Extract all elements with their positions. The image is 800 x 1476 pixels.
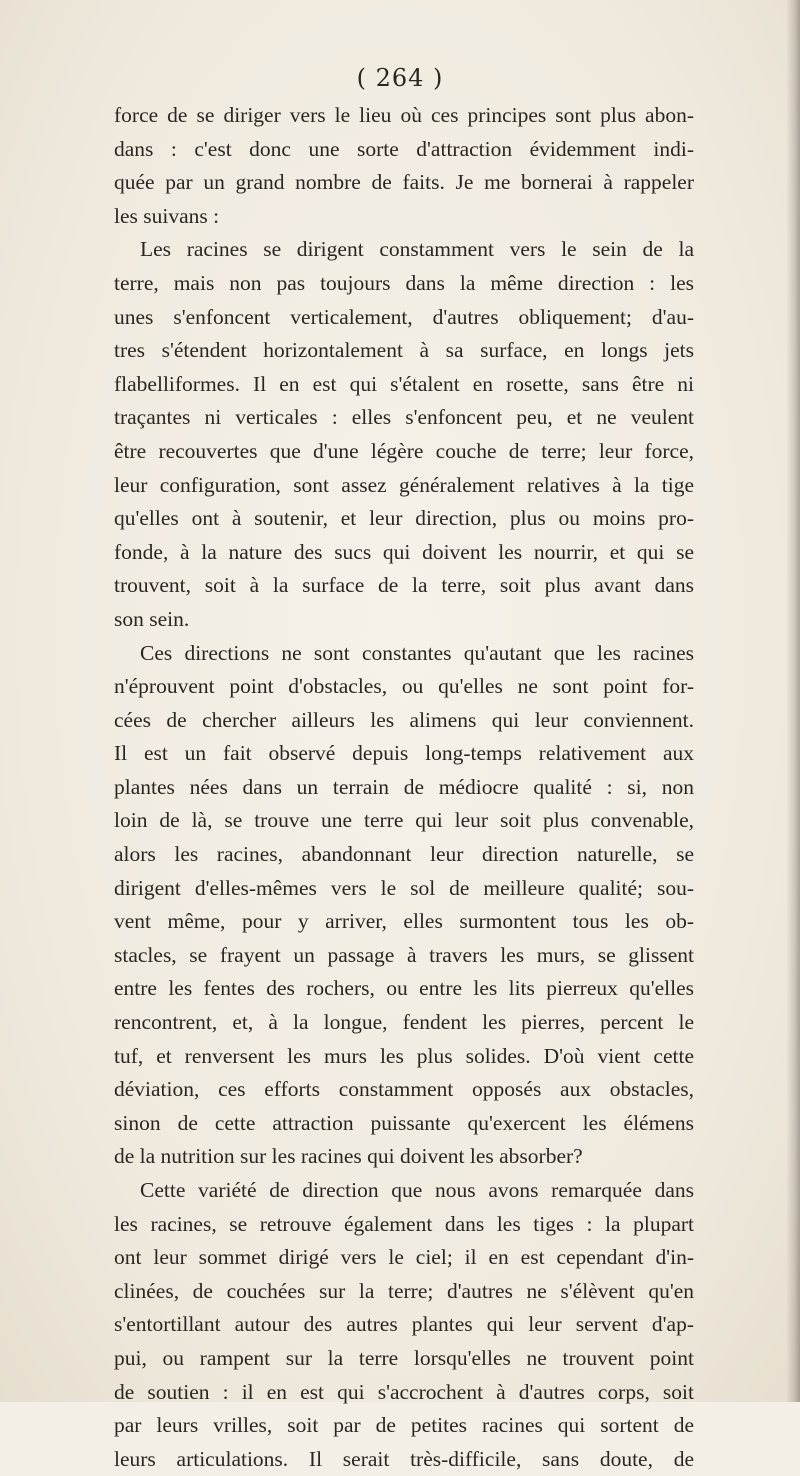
text-line: cées de chercher ailleurs les alimens qui leur conviennent.	[114, 707, 694, 732]
text-line: leur configuration, sont assez généralement relatives à la tige	[114, 472, 694, 497]
text-line: force de se diriger vers le lieu où ces principes sont plus abon-	[114, 103, 694, 127]
text-line: être recouvertes que d'une légère couche de terre; leur force,	[114, 438, 694, 463]
text-line: déviation, ces efforts constamment opposés aux obstacles,	[114, 1077, 694, 1102]
text-line: qu'elles ont à soutenir, et leur direction, plus ou moins pro-	[114, 506, 694, 531]
text-line: de la nutrition sur les racines qui doivent les absorber?	[114, 1144, 583, 1169]
text-line: par leurs vrilles, soit par de petites racines qui sortent de	[114, 1413, 694, 1438]
text-line: tres s'étendent horizontalement à sa surface, en longs jets	[114, 338, 694, 363]
text-line: unes s'enfoncent verticalement, d'autres obliquement; d'au-	[114, 304, 694, 329]
text-line: son sein.	[114, 606, 190, 631]
text-line: dans : c'est donc une sorte d'attraction évidemment indi-	[114, 136, 694, 161]
text-line: Les racines se dirigent constamment vers le sein de la	[140, 237, 694, 262]
text-line: traçantes ni verticales : elles s'enfoncent peu, et ne veulent	[114, 405, 694, 430]
text-line: Ces directions ne sont constantes qu'autant que les racines	[140, 640, 694, 665]
text-line: s'entortillant autour des autres plantes qui leur servent d'ap-	[114, 1312, 694, 1337]
text-line: plantes nées dans un terrain de médiocre qualité : si, non	[114, 774, 694, 799]
text-line: ont leur sommet dirigé vers le ciel; il en est cependant d'in-	[114, 1245, 694, 1270]
text-line: tuf, et renversent les murs les plus solides. D'où vient cette	[114, 1043, 694, 1068]
text-line: de soutien : il en est qui s'accrochent à d'autres corps, soit	[114, 1379, 694, 1404]
text-line: stacles, se frayent un passage à travers les murs, se glissent	[114, 942, 694, 967]
text-line: sinon de cette attraction puissante qu'exercent les élémens	[114, 1110, 694, 1135]
body-text	[114, 99, 694, 1476]
text-line: dirigent d'elles-mêmes vers le sol de meilleure qualité; sou-	[114, 875, 694, 900]
text-line: Cette variété de direction que nous avons remarquée dans	[140, 1178, 694, 1202]
text-line: rencontrent, et, à la longue, fendent les pierres, percent le	[114, 1010, 694, 1035]
text-line: les racines, se retrouve également dans les tiges : la plupart	[114, 1211, 694, 1236]
text-line: flabelliformes. Il en est qui s'étalent en rosette, sans être ni	[114, 371, 694, 396]
text-line: les suivans :	[114, 203, 220, 228]
text-line: quée par un grand nombre de faits. Je me bornerai à rappeler	[114, 170, 694, 195]
text-line: loin de là, se trouve une terre qui leur soit plus convenable,	[114, 808, 694, 833]
text-line: terre, mais non pas toujours dans la même direction : les	[114, 270, 694, 295]
text-line: fonde, à la nature des sucs qui doivent les nourrir, et qui se	[114, 539, 694, 564]
text-line: leurs articulations. Il serait très-difficile, sans doute, de	[114, 1446, 694, 1471]
text-line: alors les racines, abandonnant leur direction naturelle, se	[114, 842, 694, 867]
text-line: trouvent, soit à la surface de la terre, soit plus avant dans	[114, 573, 694, 598]
text-line: pui, ou rampent sur la terre lorsqu'elles ne trouvent point	[114, 1345, 694, 1370]
page-number: ( 264 )	[356, 64, 444, 92]
page-edge-shadow	[786, 0, 800, 1402]
text-line: clinées, de couchées sur la terre; d'autres ne s'élèvent qu'en	[114, 1278, 694, 1303]
text-line: n'éprouvent point d'obstacles, ou qu'elles ne sont point for-	[114, 674, 694, 699]
text-line: vent même, pour y arriver, elles surmontent tous les ob-	[114, 909, 694, 934]
text-line: Il est un fait observé depuis long-temps relativement aux	[114, 741, 694, 766]
text-line: entre les fentes des rochers, ou entre les lits pierreux qu'elles	[114, 976, 694, 1001]
